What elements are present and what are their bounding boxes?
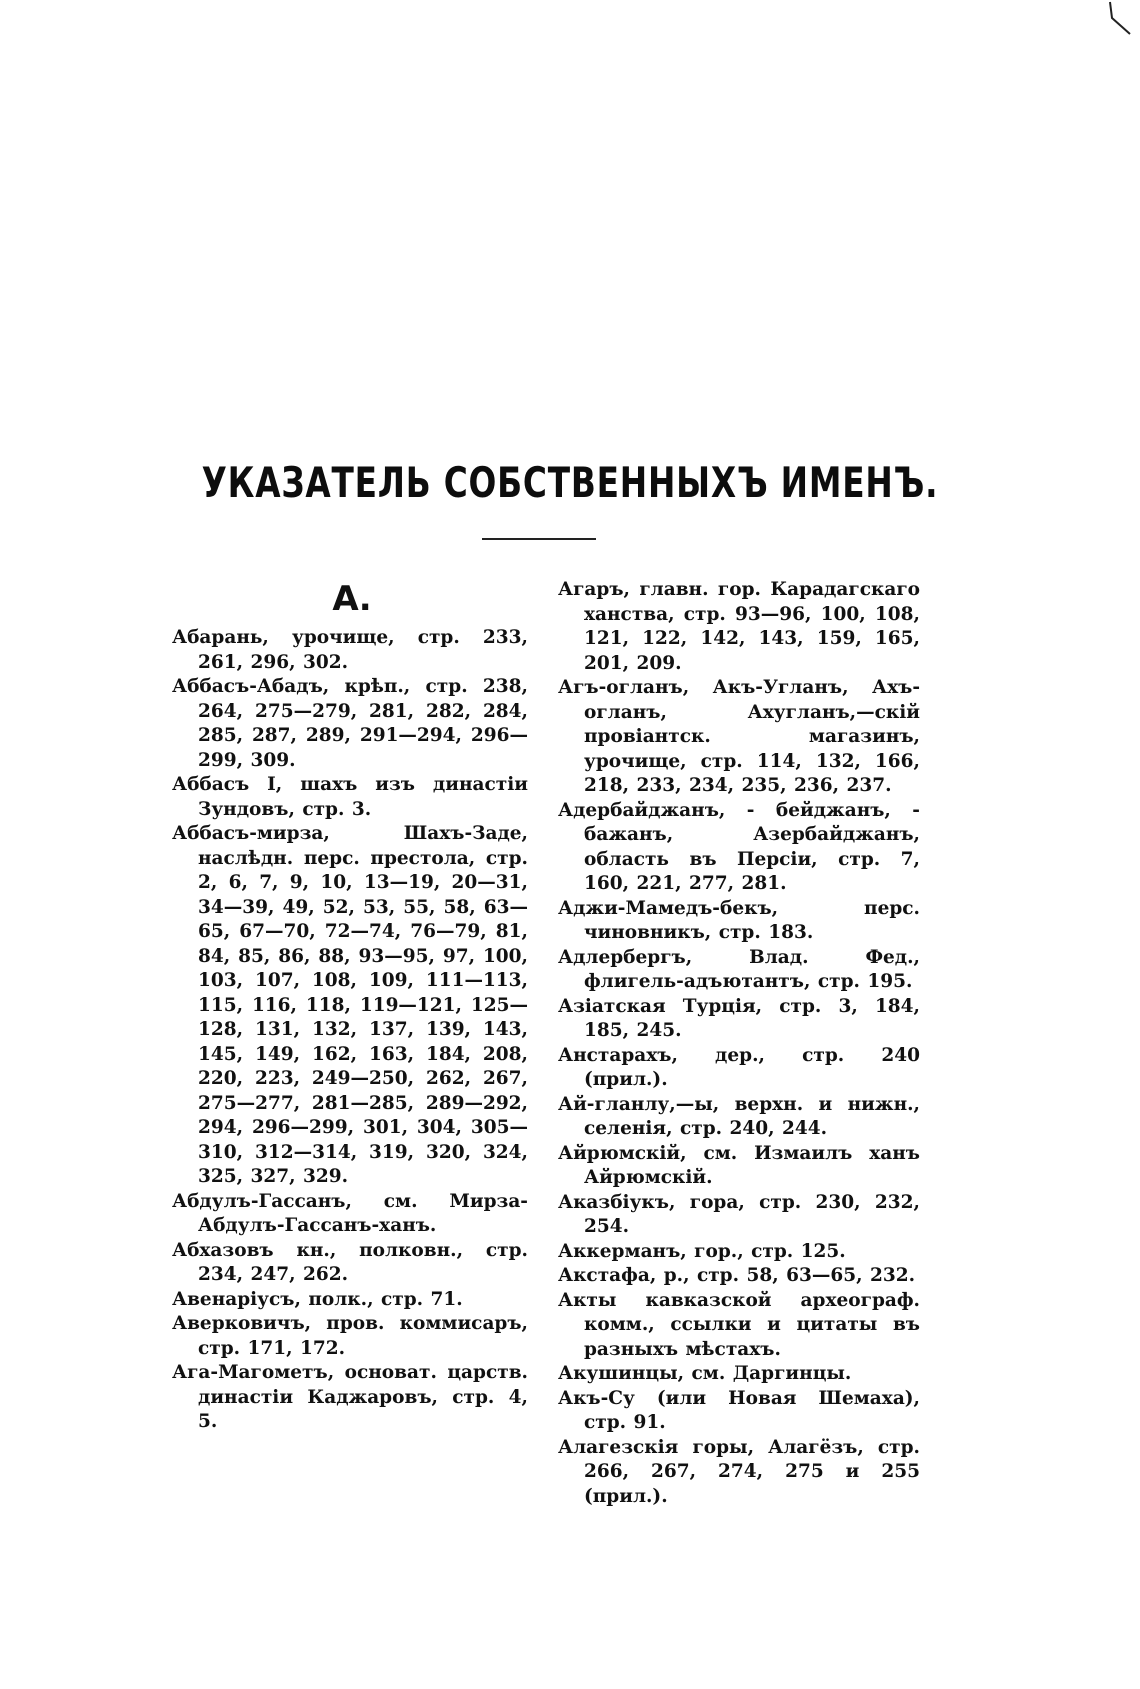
index-column-left xyxy=(172,578,528,1435)
index-entry: Аббасъ-Абадъ, крѣп., стр. 238, 264, 275—279, 281, 282, 284, 285, 287, 289, 291—294, 296—299, 309. xyxy=(172,676,528,771)
index-entry: Аббасъ-мирза, Шахъ-Заде, наслѣдн. перс. престола, стр. 2, 6, 7, 9, 10, 13—19, 20—31, 34—39, 49, 52, 53, 55, 58, 63—65, 67—70, 72—74, 76—79, 81, 84, 85, 86, 88, 93—95, 97, 100, 103, 107, 108, 109, 111—113, 115, 116, 118, 119—121, 125—128, 131, 132, 137, 139, 143, 145, 149, 162, 163, 184, 208, 220, 223, 249—250, 262, 267, 275—277, 281—285, 289—292, 294, 296—299, 301, 304, 305—310, 312—314, 319, 320, 324, 325, 327, 329. xyxy=(172,823,528,1187)
index-entry: Аббасъ I, шахъ изъ династіи Зундовъ, стр. 3. xyxy=(172,774,528,820)
scan-mark xyxy=(1094,0,1134,44)
index-entry: Агаръ, главн. гор. Карадагскаго ханства, стр. 93—96, 100, 108, 121, 122, 142, 143, 159, 165, 201, 209. xyxy=(558,579,920,674)
section-letter: А. xyxy=(332,579,372,619)
page-title: УКАЗАТЕЛЬ СОБСТВЕННЫХЪ ИМЕНЪ. xyxy=(201,458,939,507)
index-entry: Айрюмскій, см. Измаилъ ханъ Айрюмскій. xyxy=(558,1142,920,1188)
index-entry: Акушинцы, см. Даргинцы. xyxy=(558,1363,852,1384)
index-entry: Акъ-Су (или Новая Шемаха), стр. 91. xyxy=(558,1387,920,1433)
index-entry: Аверковичъ, пров. коммисаръ, стр. 171, 172. xyxy=(172,1313,528,1359)
index-entry: Аджи-Мамедъ-бекъ, перс. чиновникъ, стр. 183. xyxy=(558,897,920,943)
index-entry: Акты кавказской археограф. комм., ссылки и цитаты въ разныхъ мѣстахъ. xyxy=(558,1289,920,1360)
index-entry: Ай-гланлу,—ы, верхн. и нижн., селенія, стр. 240, 244. xyxy=(558,1093,920,1139)
index-entry: Абарань, урочище, стр. 233, 261, 296, 302. xyxy=(172,627,528,673)
index-entry: Алагезскія горы, Алагёзъ, стр. 266, 267, 274, 275 и 255 (прил.). xyxy=(558,1436,920,1507)
index-entry: Акстафа, р., стр. 58, 63—65, 232. xyxy=(558,1265,916,1286)
index-entry: Адлербергъ, Влад. Фед., флигель-адъютантъ, стр. 195. xyxy=(558,946,920,992)
index-entry: Адербайджанъ, - бейджанъ, - бажанъ, Азербайджанъ, область въ Персіи, стр. 7, 160, 221, 277, 281. xyxy=(558,799,920,894)
index-entry: Ага-Магометъ, основат. царств. династіи Каджаровъ, стр. 4, 5. xyxy=(172,1362,528,1432)
index-entry: Анстарахъ, дер., стр. 240 (прил.). xyxy=(558,1044,920,1090)
index-entry: Азіатская Турція, стр. 3, 184, 185, 245. xyxy=(558,995,920,1041)
index-entry: Агъ-огланъ, Акъ-Угланъ, Ахъ-огланъ, Ахугланъ,—скій провіантск. магазинъ, урочище, стр. 114, 132, 166, 218, 233, 234, 235, 236, 237. xyxy=(558,677,920,796)
index-entry: Авенаріусъ, полк., стр. 71. xyxy=(172,1288,463,1310)
index-column-right xyxy=(558,578,920,1509)
index-entry: Аккерманъ, гор., стр. 125. xyxy=(558,1240,846,1262)
index-entry: Аказбіукъ, гора, стр. 230, 232, 254. xyxy=(558,1191,920,1237)
index-entry: Абдулъ-Гассанъ, см. Мирза-Абдулъ-Гассанъ-ханъ. xyxy=(172,1190,528,1236)
index-entry: Абхазовъ кн., полковн., стр. 234, 247, 262. xyxy=(172,1239,528,1285)
title-divider xyxy=(482,538,596,540)
